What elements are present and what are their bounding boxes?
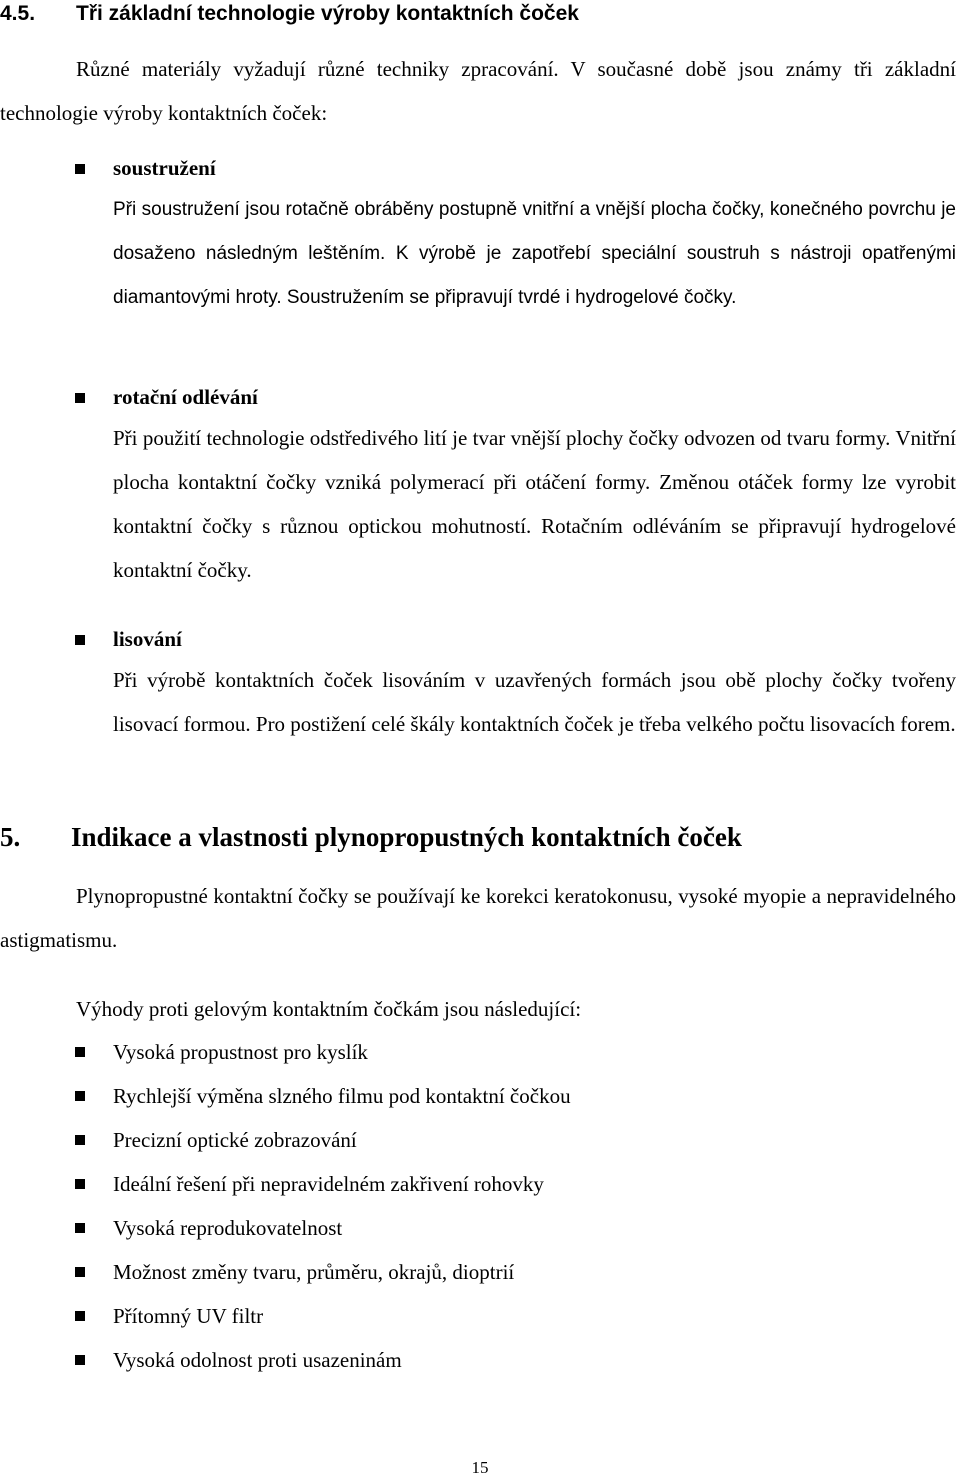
section-4-5-intro: Různé materiály vyžadují různé techniky zpracování. V současné době jsou známy tři základní technologie výroby kontaktních čoček: (0, 57, 956, 125)
list-item-text: Precizní optické zobrazování (113, 1128, 357, 1152)
list-item-text: Ideální řešení při nepravidelném zakřivení rohovky (113, 1172, 544, 1196)
bullet-square-icon (75, 1135, 85, 1145)
list-item (0, 1162, 960, 1206)
list-item-text: Vysoká odolnost proti usazeninám (113, 1348, 402, 1372)
page-number: 15 (471, 1458, 489, 1477)
bullet-square-icon (75, 393, 85, 403)
bullet-square-icon (75, 635, 85, 645)
advantages-intro: Výhody proti gelovým kontaktním čočkám jsou následující: (76, 997, 582, 1021)
method-description: Při použití technologie odstředivého lití je tvar vnější plochy čočky odvozen od tvaru formy. Vnitřní plocha kontaktní čočky vzniká polymerací při otáčení formy. Změnou otáček formy lze vyrobit kontaktní čočky s různou optickou mohutností. Rotačním odléváním se připravují hydrogelové kontaktní čočky. (113, 426, 956, 582)
method-description: Při výrobě kontaktních čoček lisováním v uzavřených formách jsou obě plochy čočky tvořeny lisovací formou. Pro postižení celé škály kontaktních čoček je třeba velkého počtu lisovacích forem. (113, 668, 956, 736)
bullet-square-icon (75, 164, 85, 174)
list-item (0, 1294, 960, 1338)
section-5-number: 5. (0, 822, 21, 852)
list-item (0, 1030, 960, 1074)
list-item-text: Možnost změny tvaru, průměru, okrajů, dioptrií (113, 1260, 515, 1284)
bullet-square-icon (75, 1179, 85, 1189)
bullet-square-icon (75, 1047, 85, 1057)
bullet-square-icon (75, 1311, 85, 1321)
section-5-heading (0, 822, 960, 862)
list-item-text: Vysoká reprodukovatelnost (113, 1216, 343, 1240)
bullet-square-icon (75, 1091, 85, 1101)
list-item (0, 1338, 960, 1382)
list-item (0, 1250, 960, 1294)
list-item (0, 1074, 960, 1118)
bullet-square-icon (75, 1223, 85, 1233)
section-5-intro: Plynopropustné kontaktní čočky se používají ke korekci keratokonusu, vysoké myopie a nepravidelného astigmatismu. (0, 884, 956, 952)
list-item-text: Vysoká propustnost pro kyslík (113, 1040, 368, 1064)
list-item-text: Rychlejší výměna slzného filmu pod kontaktní čočkou (113, 1084, 571, 1108)
bullet-square-icon (75, 1355, 85, 1365)
method-title: lisování (113, 627, 182, 651)
list-item-text: Přítomný UV filtr (113, 1304, 264, 1328)
method-title: rotační odlévání (113, 385, 258, 409)
method-title: soustružení (113, 156, 216, 180)
section-4-5-number: 4.5. (0, 2, 36, 25)
bullet-square-icon (75, 1267, 85, 1277)
method-description: Při soustružení jsou rotačně obráběny postupně vnitřní a vnější plocha čočky, konečného povrchu je dosaženo následným leštěním. K výrobě je zapotřebí speciální soustruh s nástroji opatřenými diamantovými hroty. Soustružením se připravují tvrdé i hydrogelové čočky. (113, 199, 956, 308)
section-4-5-title: Tři základní technologie výroby kontaktních čoček (76, 2, 579, 25)
list-item (0, 1118, 960, 1162)
advantages-list (0, 1030, 960, 1382)
section-5-title: Indikace a vlastnosti plynopropustných kontaktních čoček (71, 822, 742, 852)
list-item (0, 1206, 960, 1250)
